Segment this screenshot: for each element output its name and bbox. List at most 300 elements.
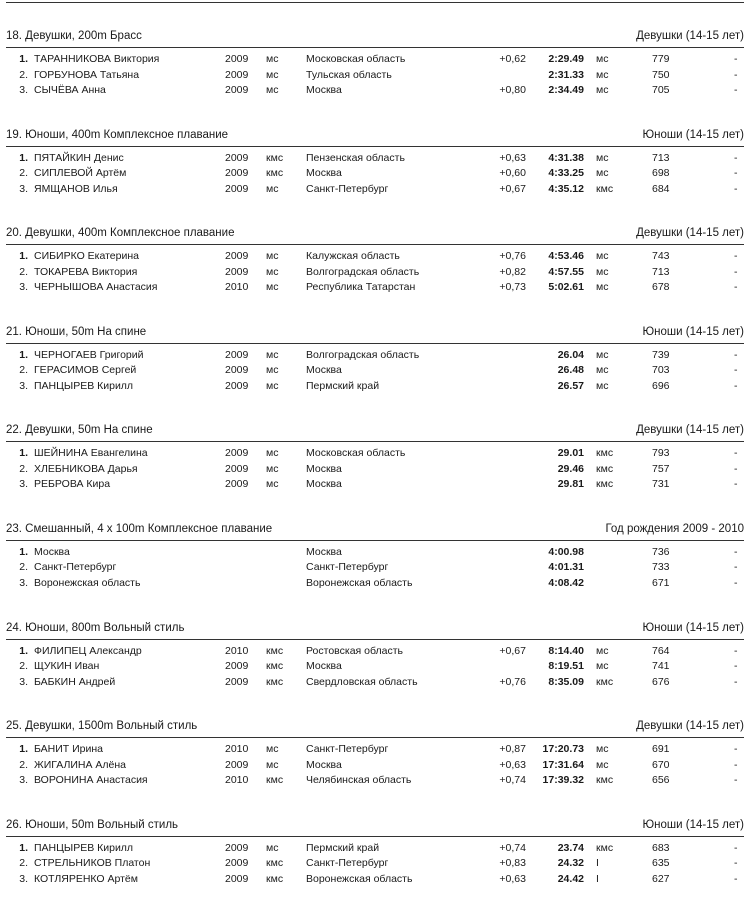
athlete-name: ХЛЕБНИКОВА Дарья [34,462,138,475]
achieved-rank: кмс [596,478,614,491]
region: Челябинская область [306,774,412,787]
reaction-time: +0,73 [499,281,526,294]
result-time: 29.01 [557,447,584,460]
birth-year: 2009 [225,447,249,460]
points: 691 [652,743,670,756]
points: 733 [652,561,670,574]
event-section [0,127,750,226]
reaction-time: +0,80 [499,84,526,96]
region: Москва [306,758,342,771]
place: 2. [19,265,28,278]
rank: мс [266,447,279,460]
place: 2. [19,364,28,377]
rank: кмс [266,151,284,164]
event-section [0,225,750,324]
region: Московская область [306,447,406,460]
rank: мс [266,265,279,278]
result-rows [0,249,750,296]
region: Московская область [306,53,406,65]
birth-year: 2009 [225,758,249,771]
divider [6,836,744,837]
reaction-time: +0,63 [499,151,526,164]
results-list [0,28,750,915]
achieved-rank: мс [596,379,609,392]
result-time: 4:01.31 [548,561,584,574]
achieved-rank: мс [596,68,609,81]
place: 1. [19,53,28,65]
result-row [0,742,750,758]
athlete-name: ЩУКИН Иван [34,660,100,673]
points: 683 [652,841,670,854]
region: Пермский край [306,379,380,392]
event-header [6,28,744,44]
dash: - [734,364,738,377]
achieved-rank: мс [596,53,609,65]
result-row [0,363,750,379]
result-rows [0,446,750,493]
result-row [0,446,750,462]
age-group: Год рождения 2009 - 2010 [605,522,744,535]
birth-year: 2009 [225,675,249,688]
place: 3. [19,478,28,491]
event-section [0,521,750,620]
event-title: 21. Юноши, 50m На спине [6,325,147,338]
points: 750 [652,68,670,81]
birth-year: 2009 [225,660,249,673]
result-row [0,265,750,281]
place: 2. [19,167,28,180]
athlete-name: СИБИРКО Екатерина [34,250,139,263]
place: 3. [19,84,28,96]
place: 1. [19,250,28,263]
age-group: Девушки (14-15 лет) [636,227,744,240]
event-header [6,521,744,537]
points: 743 [652,250,670,263]
dash: - [734,84,738,96]
result-time: 8:35.09 [548,675,584,688]
region: Волгоградская область [306,348,420,361]
birth-year: 2010 [225,774,249,787]
birth-year: 2009 [225,84,249,96]
rank: мс [266,743,279,756]
athlete-name: СТРЕЛЬНИКОВ Платон [34,857,151,870]
place: 3. [19,675,28,688]
result-row [0,773,750,789]
athlete-name: ЧЕРНОГАЕВ Григорий [34,348,144,361]
place: 1. [19,447,28,460]
place: 1. [19,348,28,361]
achieved-rank: мс [596,348,609,361]
event-header [6,324,744,340]
event-title: 19. Юноши, 400m Комплексное плавание [6,128,229,141]
dash: - [734,167,738,180]
rank: мс [266,364,279,377]
athlete-name: ТОКАРЕВА Виктория [34,265,138,278]
achieved-rank: I [596,872,599,885]
region: Санкт-Петербург [306,182,389,195]
rank: кмс [266,857,284,870]
region: Москва [306,545,342,558]
age-group: Девушки (14-15 лет) [636,30,744,42]
rank: мс [266,841,279,854]
birth-year: 2009 [225,379,249,392]
points: 705 [652,84,670,96]
athlete-name: БАБКИН Андрей [34,675,116,688]
reaction-time: +0,76 [499,250,526,263]
birth-year: 2009 [225,348,249,361]
region: Москва [306,167,342,180]
place: 2. [19,758,28,771]
points: 635 [652,857,670,870]
event-title: 20. Девушки, 400m Комплексное плавание [6,227,235,240]
rank: кмс [266,675,284,688]
event-title: 22. Девушки, 50m На спине [6,424,153,437]
place: 1. [19,151,28,164]
achieved-rank: кмс [596,462,614,475]
result-row [0,872,750,888]
athlete-name: ГОРБУНОВА Татьяна [34,68,140,81]
dash: - [734,758,738,771]
dash: - [734,53,738,65]
dash: - [734,841,738,854]
dash: - [734,644,738,657]
birth-year: 2009 [225,53,249,65]
athlete-name: ЧЕРНЫШОВА Анастасия [34,281,158,294]
dash: - [734,660,738,673]
result-time: 4:08.42 [548,576,584,589]
athlete-name: ЯМЩАНОВ Илья [34,182,118,195]
result-row [0,249,750,265]
result-row [0,52,750,68]
result-time: 2:29.49 [548,53,584,65]
achieved-rank: кмс [596,841,614,854]
result-row [0,280,750,296]
dash: - [734,462,738,475]
place: 1. [19,545,28,558]
result-row [0,856,750,872]
points: 713 [652,265,670,278]
region: Санкт-Петербург [306,561,389,574]
dash: - [734,447,738,460]
athlete-name: Санкт-Петербург [34,561,117,574]
result-rows [0,644,750,691]
athlete-name: СЫЧЁВА Анна [34,84,106,96]
result-time: 8:14.40 [548,644,584,657]
event-title: 23. Смешанный, 4 x 100m Комплексное плавание [6,522,273,535]
achieved-rank: мс [596,167,609,180]
birth-year: 2010 [225,743,249,756]
event-title: 18. Девушки, 200m Брасс [6,30,142,42]
region: Калужская область [306,250,400,263]
event-section [0,28,750,127]
achieved-rank: мс [596,758,609,771]
reaction-time: +0,63 [499,872,526,885]
place: 3. [19,379,28,392]
result-row [0,151,750,167]
event-header [6,620,744,636]
achieved-rank: мс [596,364,609,377]
dash: - [734,576,738,589]
points: 684 [652,182,670,195]
rank: мс [266,478,279,491]
birth-year: 2009 [225,182,249,195]
dash: - [734,872,738,885]
reaction-time: +0,82 [499,265,526,278]
athlete-name: ПАНЦЫРЕВ Кирилл [34,841,134,854]
result-row [0,477,750,493]
birth-year: 2009 [225,68,249,81]
points: 741 [652,660,670,673]
result-time: 5:02.61 [548,281,584,294]
rank: мс [266,348,279,361]
result-time: 17:20.73 [542,743,584,756]
region: Ростовская область [306,644,404,657]
place: 1. [19,743,28,756]
region: Волгоградская область [306,265,420,278]
dash: - [734,348,738,361]
result-time: 4:53.46 [548,250,584,263]
achieved-rank: мс [596,265,609,278]
result-time: 26.04 [557,348,584,361]
divider [6,146,744,147]
event-header [6,718,744,734]
age-group: Юноши (14-15 лет) [642,325,744,338]
dash: - [734,561,738,574]
event-title: 25. Девушки, 1500m Вольный стиль [6,720,198,733]
region: Воронежская область [306,872,413,885]
points: 779 [652,53,670,65]
athlete-name: РЕБРОВА Кира [34,478,111,491]
points: 670 [652,758,670,771]
dash: - [734,774,738,787]
result-rows [0,348,750,395]
event-section [0,718,750,817]
result-time: 29.46 [557,462,584,475]
event-section [0,422,750,521]
result-time: 2:31.33 [548,68,584,81]
athlete-name: Москва [34,545,70,558]
dash: - [734,675,738,688]
dash: - [734,250,738,263]
points: 793 [652,447,670,460]
athlete-name: ГЕРАСИМОВ Сергей [34,364,137,377]
achieved-rank: кмс [596,774,614,787]
result-time: 4:35.12 [548,182,584,195]
dash: - [734,265,738,278]
athlete-name: ФИЛИПЕЦ Александр [34,644,142,657]
points: 698 [652,167,670,180]
place: 1. [19,841,28,854]
athlete-name: КОТЛЯРЕНКО Артём [34,872,138,885]
points: 671 [652,576,670,589]
rank: мс [266,462,279,475]
result-time: 17:39.32 [542,774,584,787]
athlete-name: ШЕЙНИНА Евангелина [34,447,148,460]
points: 627 [652,872,670,885]
region: Республика Татарстан [306,281,416,294]
athlete-name: Воронежская область [34,576,141,589]
result-rows [0,841,750,888]
result-time: 24.32 [557,857,584,870]
dash: - [734,857,738,870]
result-row [0,68,750,84]
reaction-time: +0,74 [499,774,526,787]
rank: кмс [266,774,284,787]
result-row [0,560,750,576]
rank: мс [266,379,279,392]
result-time: 24.42 [557,872,584,885]
result-row [0,348,750,364]
result-rows [0,151,750,198]
athlete-name: СИПЛЕВОЙ Артём [34,167,127,180]
birth-year: 2009 [225,841,249,854]
event-title: 26. Юноши, 50m Вольный стиль [6,818,179,831]
place: 2. [19,660,28,673]
achieved-rank: кмс [596,182,614,195]
age-group: Юноши (14-15 лет) [642,621,744,634]
region: Пермский край [306,841,380,854]
reaction-time: +0,76 [499,675,526,688]
points: 656 [652,774,670,787]
region: Тульская область [306,68,392,81]
athlete-name: ВОРОНИНА Анастасия [34,774,148,787]
achieved-rank: мс [596,281,609,294]
dash: - [734,68,738,81]
age-group: Девушки (14-15 лет) [636,720,744,733]
age-group: Девушки (14-15 лет) [636,424,744,437]
place: 3. [19,576,28,589]
age-group: Юноши (14-15 лет) [642,818,744,831]
points: 703 [652,364,670,377]
event-title: 24. Юноши, 800m Вольный стиль [6,621,185,634]
result-row [0,675,750,691]
region: Москва [306,84,342,96]
points: 676 [652,675,670,688]
athlete-name: ЖИГАЛИНА Алёна [34,758,127,771]
rank: кмс [266,167,284,180]
dash: - [734,478,738,491]
achieved-rank: мс [596,250,609,263]
event-section [0,324,750,423]
result-time: 26.57 [557,379,584,392]
divider [6,441,744,442]
birth-year: 2010 [225,281,249,294]
dash: - [734,743,738,756]
place: 3. [19,281,28,294]
dash: - [734,281,738,294]
result-time: 4:00.98 [548,545,584,558]
event-section [0,817,750,915]
result-time: 4:31.38 [548,151,584,164]
reaction-time: +0,83 [499,857,526,870]
region: Москва [306,660,342,673]
result-rows [0,52,750,99]
result-rows [0,545,750,592]
result-row [0,83,750,99]
reaction-time: +0,63 [499,758,526,771]
points: 764 [652,644,670,657]
achieved-rank: мс [596,644,609,657]
points: 736 [652,545,670,558]
reaction-time: +0,67 [499,644,526,657]
divider [6,343,744,344]
rank: мс [266,182,279,195]
place: 2. [19,857,28,870]
result-row [0,758,750,774]
divider [6,540,744,541]
place: 2. [19,68,28,81]
divider [6,244,744,245]
result-rows [0,742,750,789]
achieved-rank: мс [596,660,609,673]
achieved-rank: мс [596,151,609,164]
birth-year: 2009 [225,151,249,164]
birth-year: 2009 [225,872,249,885]
achieved-rank: I [596,857,599,870]
points: 678 [652,281,670,294]
place: 2. [19,561,28,574]
result-row [0,182,750,198]
result-row [0,166,750,182]
achieved-rank: кмс [596,447,614,460]
top-rule [6,2,744,3]
birth-year: 2009 [225,167,249,180]
dash: - [734,379,738,392]
place: 1. [19,644,28,657]
birth-year: 2009 [225,250,249,263]
rank: мс [266,84,279,96]
result-row [0,644,750,660]
region: Москва [306,364,342,377]
athlete-name: ПАНЦЫРЕВ Кирилл [34,379,134,392]
rank: мс [266,250,279,263]
athlete-name: БАНИТ Ирина [34,743,104,756]
reaction-time: +0,62 [499,53,526,65]
place: 3. [19,182,28,195]
birth-year: 2009 [225,364,249,377]
result-row [0,659,750,675]
achieved-rank: мс [596,84,609,96]
points: 713 [652,151,670,164]
rank: кмс [266,872,284,885]
birth-year: 2009 [225,857,249,870]
region: Свердловская область [306,675,418,688]
region: Воронежская область [306,576,413,589]
birth-year: 2009 [225,462,249,475]
event-header [6,817,744,833]
event-header [6,422,744,438]
points: 739 [652,348,670,361]
region: Санкт-Петербург [306,743,389,756]
dash: - [734,545,738,558]
result-row [0,462,750,478]
reaction-time: +0,74 [499,841,526,854]
birth-year: 2009 [225,478,249,491]
divider [6,639,744,640]
result-time: 4:33.25 [548,167,584,180]
event-header [6,127,744,143]
rank: кмс [266,660,284,673]
rank: мс [266,281,279,294]
achieved-rank: кмс [596,675,614,688]
result-row [0,841,750,857]
event-section [0,620,750,719]
reaction-time: +0,60 [499,167,526,180]
rank: кмс [266,644,284,657]
rank: мс [266,758,279,771]
points: 757 [652,462,670,475]
event-header [6,225,744,241]
